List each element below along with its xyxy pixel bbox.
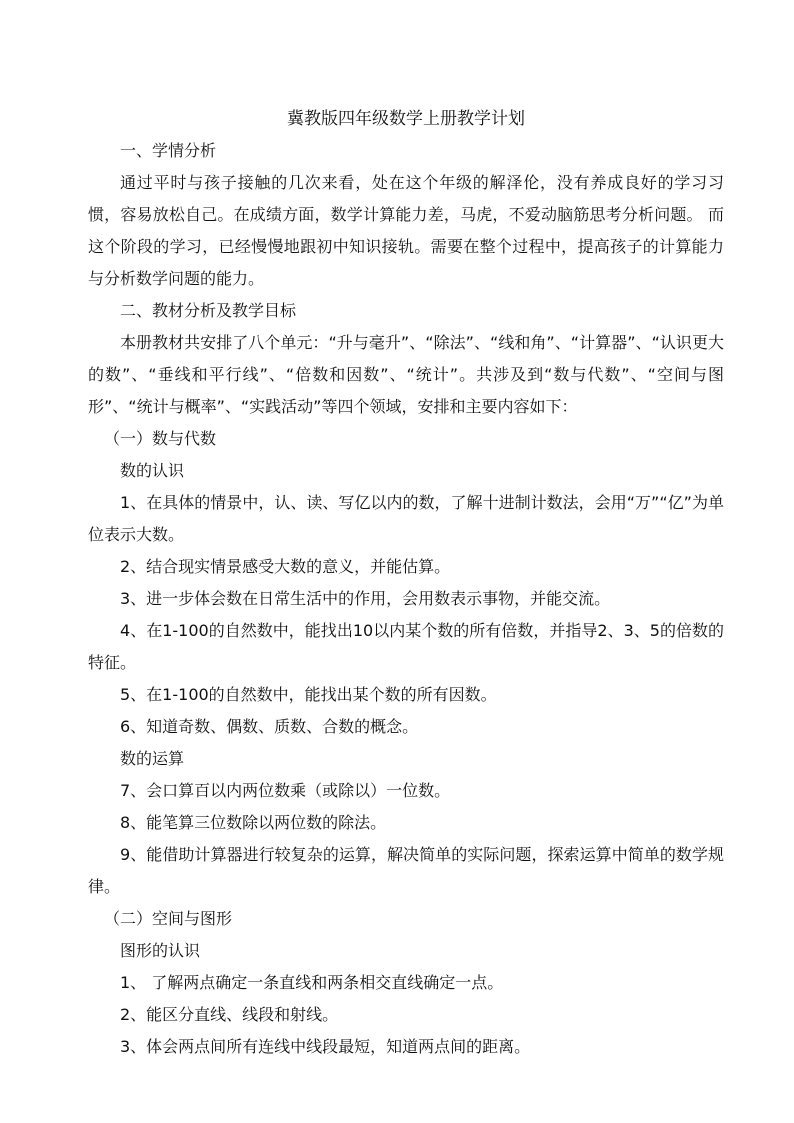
- list-item-7: 7、会口算百以内两位数乘（或除以）一位数。: [120, 781, 451, 800]
- list-item-4: 4、在1-100的自然数中，能找出10以内某个数的所有倍数，并指导2、3、5的倍数的特征。: [88, 621, 724, 672]
- list-item-6: 6、知道奇数、偶数、质数、合数的概念。: [120, 717, 419, 736]
- subheading-shape-recognition: 图形的认识: [120, 941, 201, 960]
- document-page: [88, 103, 724, 1063]
- paragraph-learning-analysis: 通过平时与孩子接触的几次来看，处在这个年级的解泽伦，没有养成良好的学习习惯，容易放松自己。在成绩方面，数学计算能力差，马虎，不爱动脑筋思考分析问题。 而这个阶段的学习，已经慢慢地跟初中知识接轨。需要在整个过程中，提高孩子的计算能力与分析数学问题的能力。: [88, 173, 724, 288]
- subheading-number-operations: 数的运算: [120, 749, 185, 768]
- subsection-heading-number-algebra: （一）数与代数: [104, 429, 217, 448]
- subheading-number-recognition: 数的认识: [120, 461, 185, 480]
- paragraph-textbook-analysis: 本册教材共安排了八个单元：“升与毫升”、“除法”、“线和角”、“计算器”、“认识更大的数”、“垂线和平行线”、“倍数和因数”、“统计”。共涉及到“数与代数”、“空间与图形”、“统计与概率”、“实践活动”等四个领域，安排和主要内容如下：: [88, 333, 724, 416]
- list-item-2: 2、结合现实情景感受大数的意义，并能估算。: [120, 557, 451, 576]
- list-item-8: 8、能笔算三位数除以两位数的除法。: [120, 813, 387, 832]
- list-item-3: 3、进一步体会数在日常生活中的作用，会用数表示事物，并能交流。: [120, 589, 611, 608]
- section-heading-textbook-analysis: 二、教材分析及教学目标: [120, 301, 297, 320]
- geometry-item-1: 1、 了解两点确定一条直线和两条相交直线确定一点。: [120, 973, 504, 992]
- list-item-9: 9、能借助计算器进行较复杂的运算，解决简单的实际问题，探索运算中简单的数学规律。: [88, 845, 724, 896]
- section-heading-learning-analysis: 一、学情分析: [120, 141, 217, 160]
- list-item-5: 5、在1-100的自然数中，能找出某个数的所有因数。: [120, 685, 497, 704]
- subsection-heading-space-shapes: （二）空间与图形: [104, 909, 233, 928]
- geometry-item-3: 3、体会两点间所有连线中线段最短，知道两点间的距离。: [120, 1037, 531, 1056]
- list-item-1: 1、在具体的情景中，认、读、写亿以内的数，了解十进制计数法，会用“万”“亿”为单位表示大数。: [88, 493, 724, 544]
- document-title: 冀教版四年级数学上册教学计划: [287, 109, 525, 129]
- geometry-item-2: 2、能区分直线、线段和射线。: [120, 1005, 339, 1024]
